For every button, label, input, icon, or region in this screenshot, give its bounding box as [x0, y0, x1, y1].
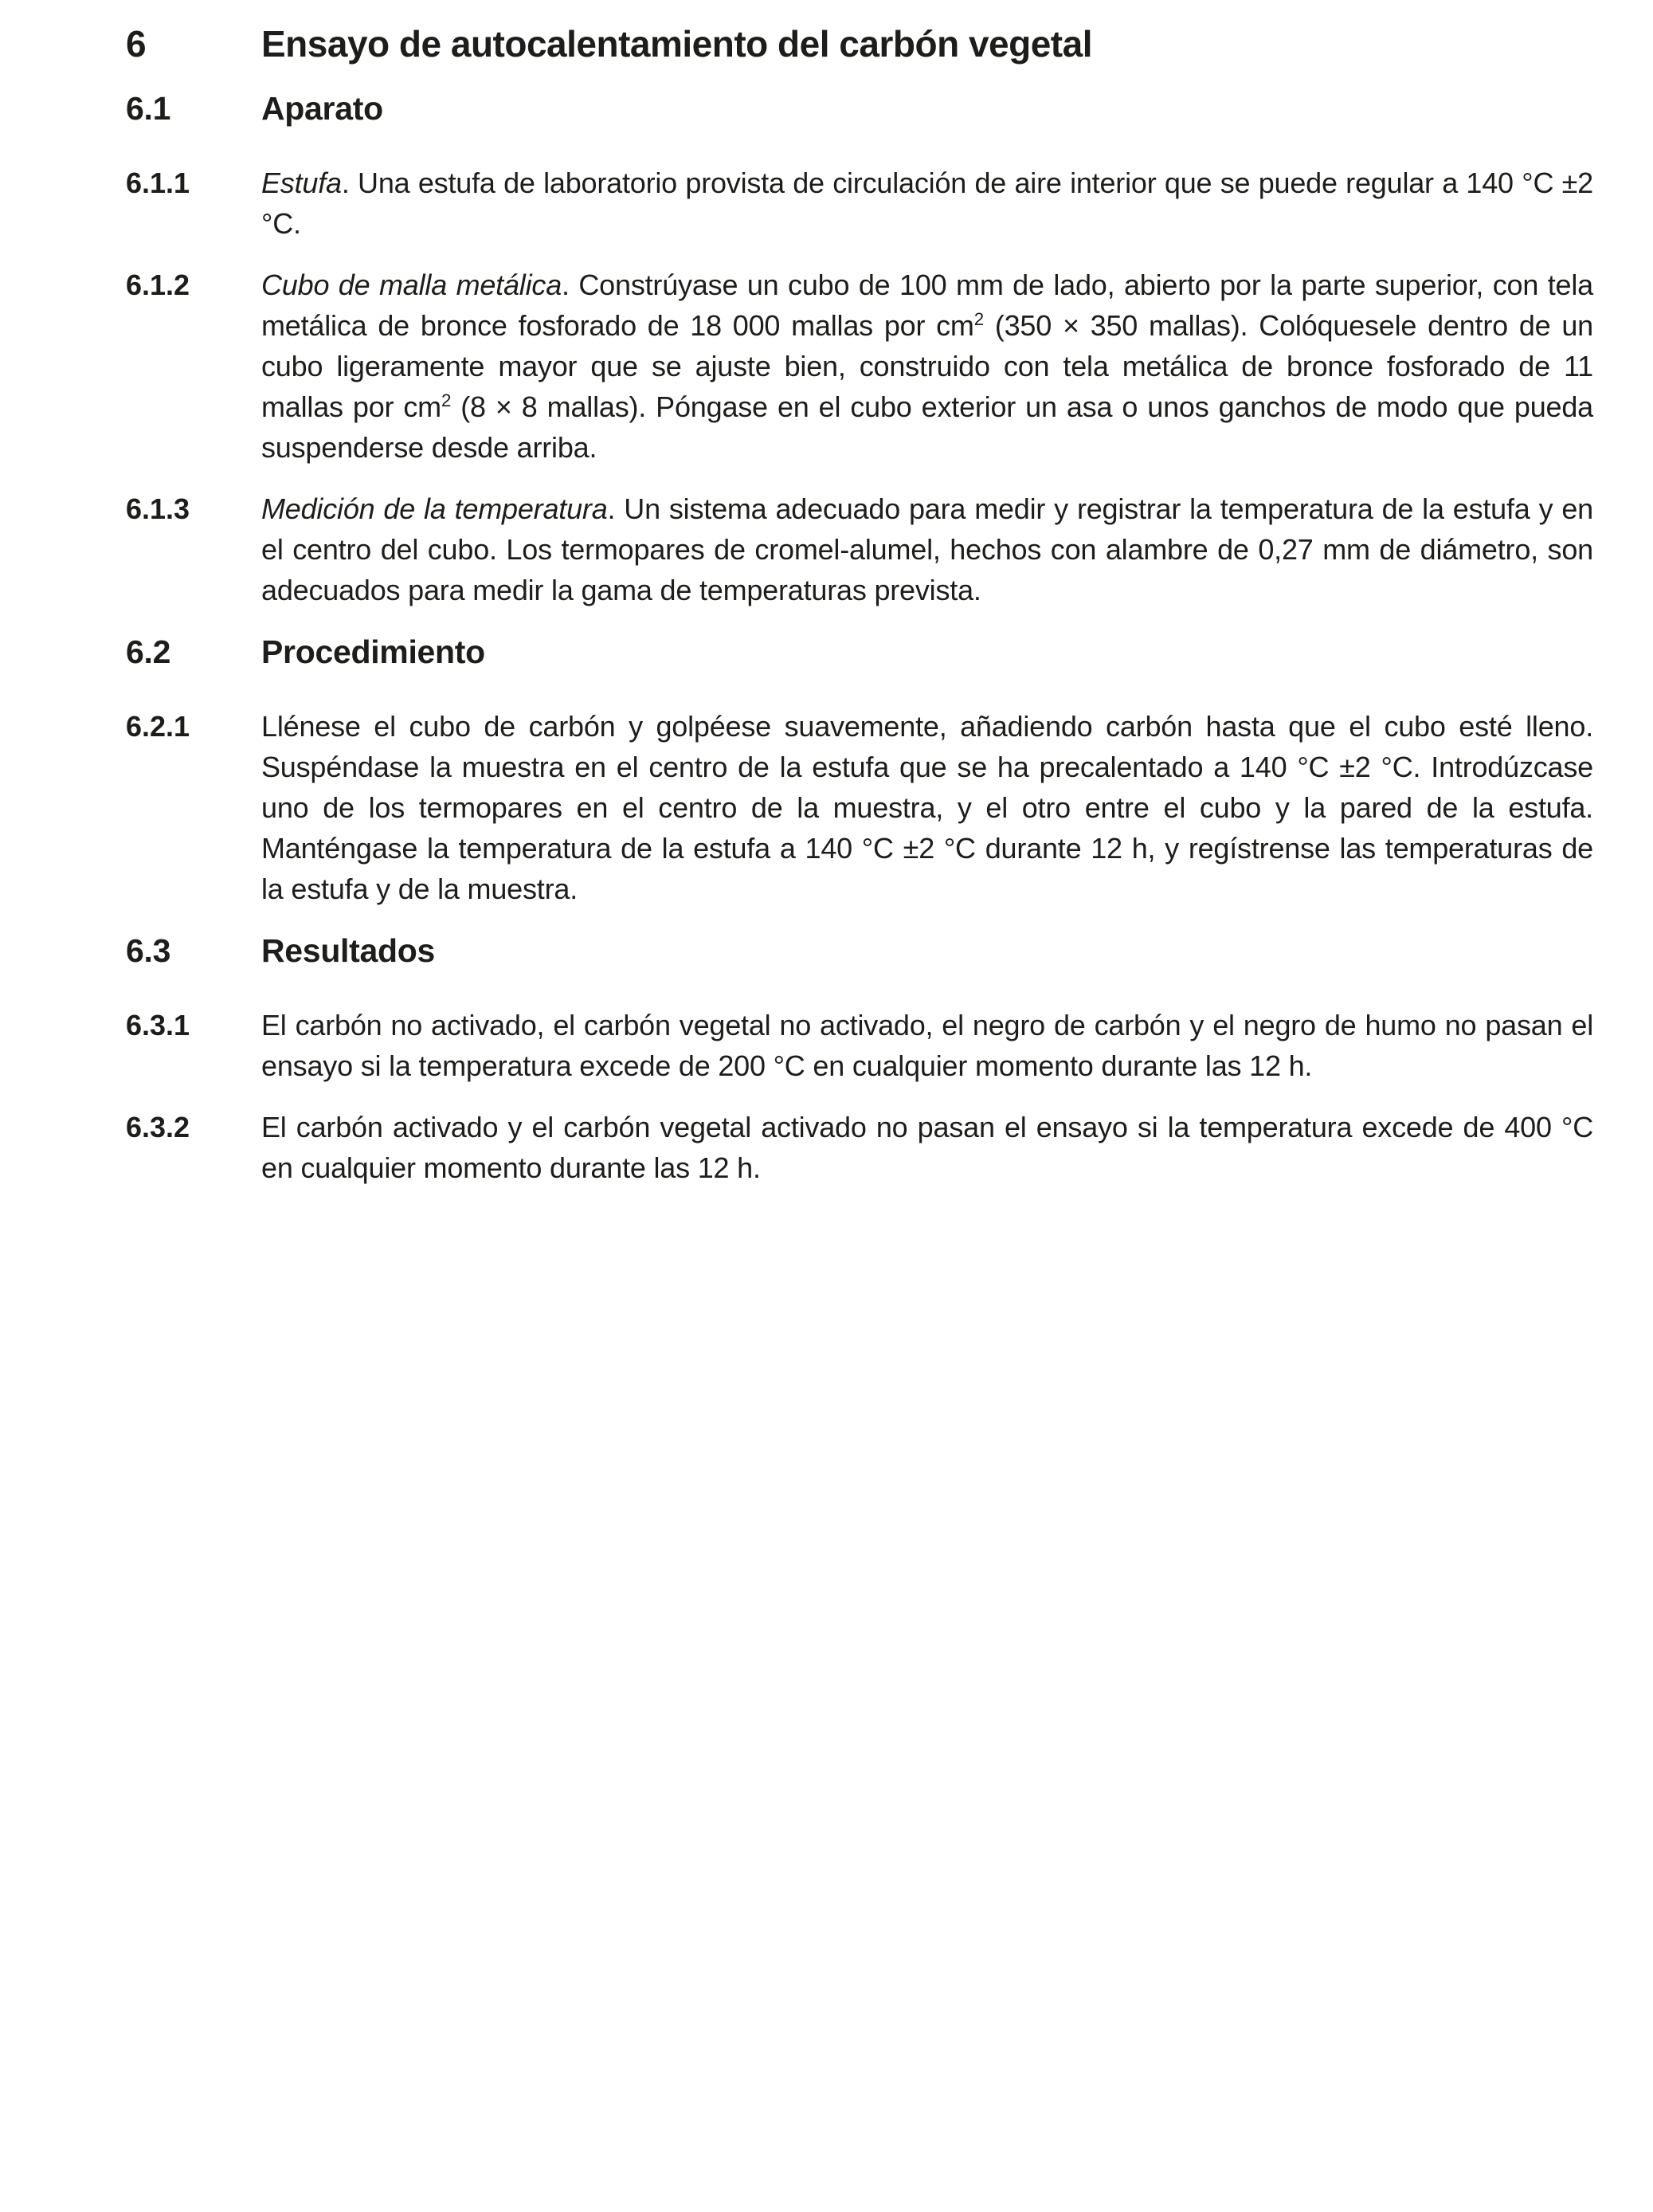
- section-title: Aparato: [261, 90, 383, 127]
- clause-text: [261, 163, 1593, 244]
- clause-number: 6: [126, 23, 147, 65]
- clause-text: [261, 1107, 1593, 1188]
- section-heading-6-1: [126, 88, 1593, 129]
- superscript-2: 2: [973, 309, 984, 329]
- clause-number: 6.1.2: [126, 269, 190, 301]
- clause-number: 6.2: [126, 633, 171, 670]
- clause-run: . Una estufa de laboratorio provista de circulación de aire interior que se puede regular a 140 °C ±2 °C.: [261, 167, 1593, 240]
- clause-number: 6.3.1: [126, 1009, 190, 1041]
- clause-run: El carbón activado y el carbón vegetal activado no pasan el ensayo si la temperatura excede de 400 °C en cualquier momento durante las 12 h.: [261, 1111, 1593, 1184]
- section-title: Resultados: [261, 932, 435, 969]
- clause-run: (350 × 350 mallas). Colóquesele dentro de un cubo ligeramente mayor que se ajuste bien, construido con tela metálica de bronce fosforado de 11 mallas por cm: [261, 309, 1593, 423]
- clause-number: 6.2.1: [126, 710, 190, 743]
- clause-run: . Un sistema adecuado para medir y registrar la temperatura de la estufa y en el centro del cubo. Los termopares de cromel-alumel, hechos con alambre de 0,27 mm de diámetro, son adecuados para medir la gama de temperaturas prevista.: [261, 492, 1593, 606]
- clause-6-2-1: [126, 706, 1593, 909]
- clause-text: [261, 706, 1593, 909]
- clause-run: Llénese el cubo de carbón y golpéese suavemente, añadiendo carbón hasta que el cubo esté lleno. Suspéndase la muestra en el centro de la estufa que se ha precalentado a 140 °C ±2 °C. Introdúzcase uno de los termopares en el centro de la muestra, y el otro entre el cubo y la pared de la estufa. Manténgase la temperatura de la estufa a 140 °C ±2 °C durante 12 h, y regístrense las temperaturas de la estufa y de la muestra.: [261, 710, 1593, 905]
- clause-text: [261, 1005, 1593, 1086]
- clause-6-3-2: [126, 1107, 1593, 1188]
- clause-text: [261, 488, 1593, 610]
- section-heading-6-3: [126, 930, 1593, 971]
- clause-6-1-1: [126, 163, 1593, 244]
- clause-lead-in: Medición de la temperatura: [261, 492, 608, 525]
- clause-number: 6.1.3: [126, 492, 190, 525]
- clause-6-3-1: [126, 1005, 1593, 1086]
- clause-run: (8 × 8 mallas). Póngase en el cubo exterior un asa o unos ganchos de modo que pueda suspenderse desde arriba.: [261, 390, 1593, 464]
- clause-lead-in: Estufa: [261, 167, 342, 199]
- clause-number: 6.3: [126, 932, 171, 969]
- section-title: Ensayo de autocalentamiento del carbón vegetal: [261, 23, 1092, 65]
- clause-run: El carbón no activado, el carbón vegetal no activado, el negro de carbón y el negro de humo no pasan el ensayo si la temperatura excede de 200 °C en cualquier momento durante las 12 h.: [261, 1009, 1593, 1082]
- clause-number: 6.1.1: [126, 167, 190, 199]
- clause-number: 6.1: [126, 90, 171, 127]
- clause-number: 6.3.2: [126, 1111, 190, 1143]
- clause-lead-in: Cubo de malla metálica: [261, 269, 562, 301]
- superscript-2: 2: [441, 390, 452, 410]
- section-title: Procedimiento: [261, 633, 485, 670]
- section-heading-6: [126, 21, 1593, 67]
- clause-run: . Constrúyase un cubo de 100 mm de lado, abierto por la parte superior, con tela metálica de bronce fosforado de 18 000 mallas por cm: [261, 269, 1593, 342]
- clause-6-1-3: [126, 488, 1593, 610]
- clause-text: [261, 265, 1593, 468]
- section-heading-6-2: [126, 631, 1593, 673]
- clause-6-1-2: [126, 265, 1593, 468]
